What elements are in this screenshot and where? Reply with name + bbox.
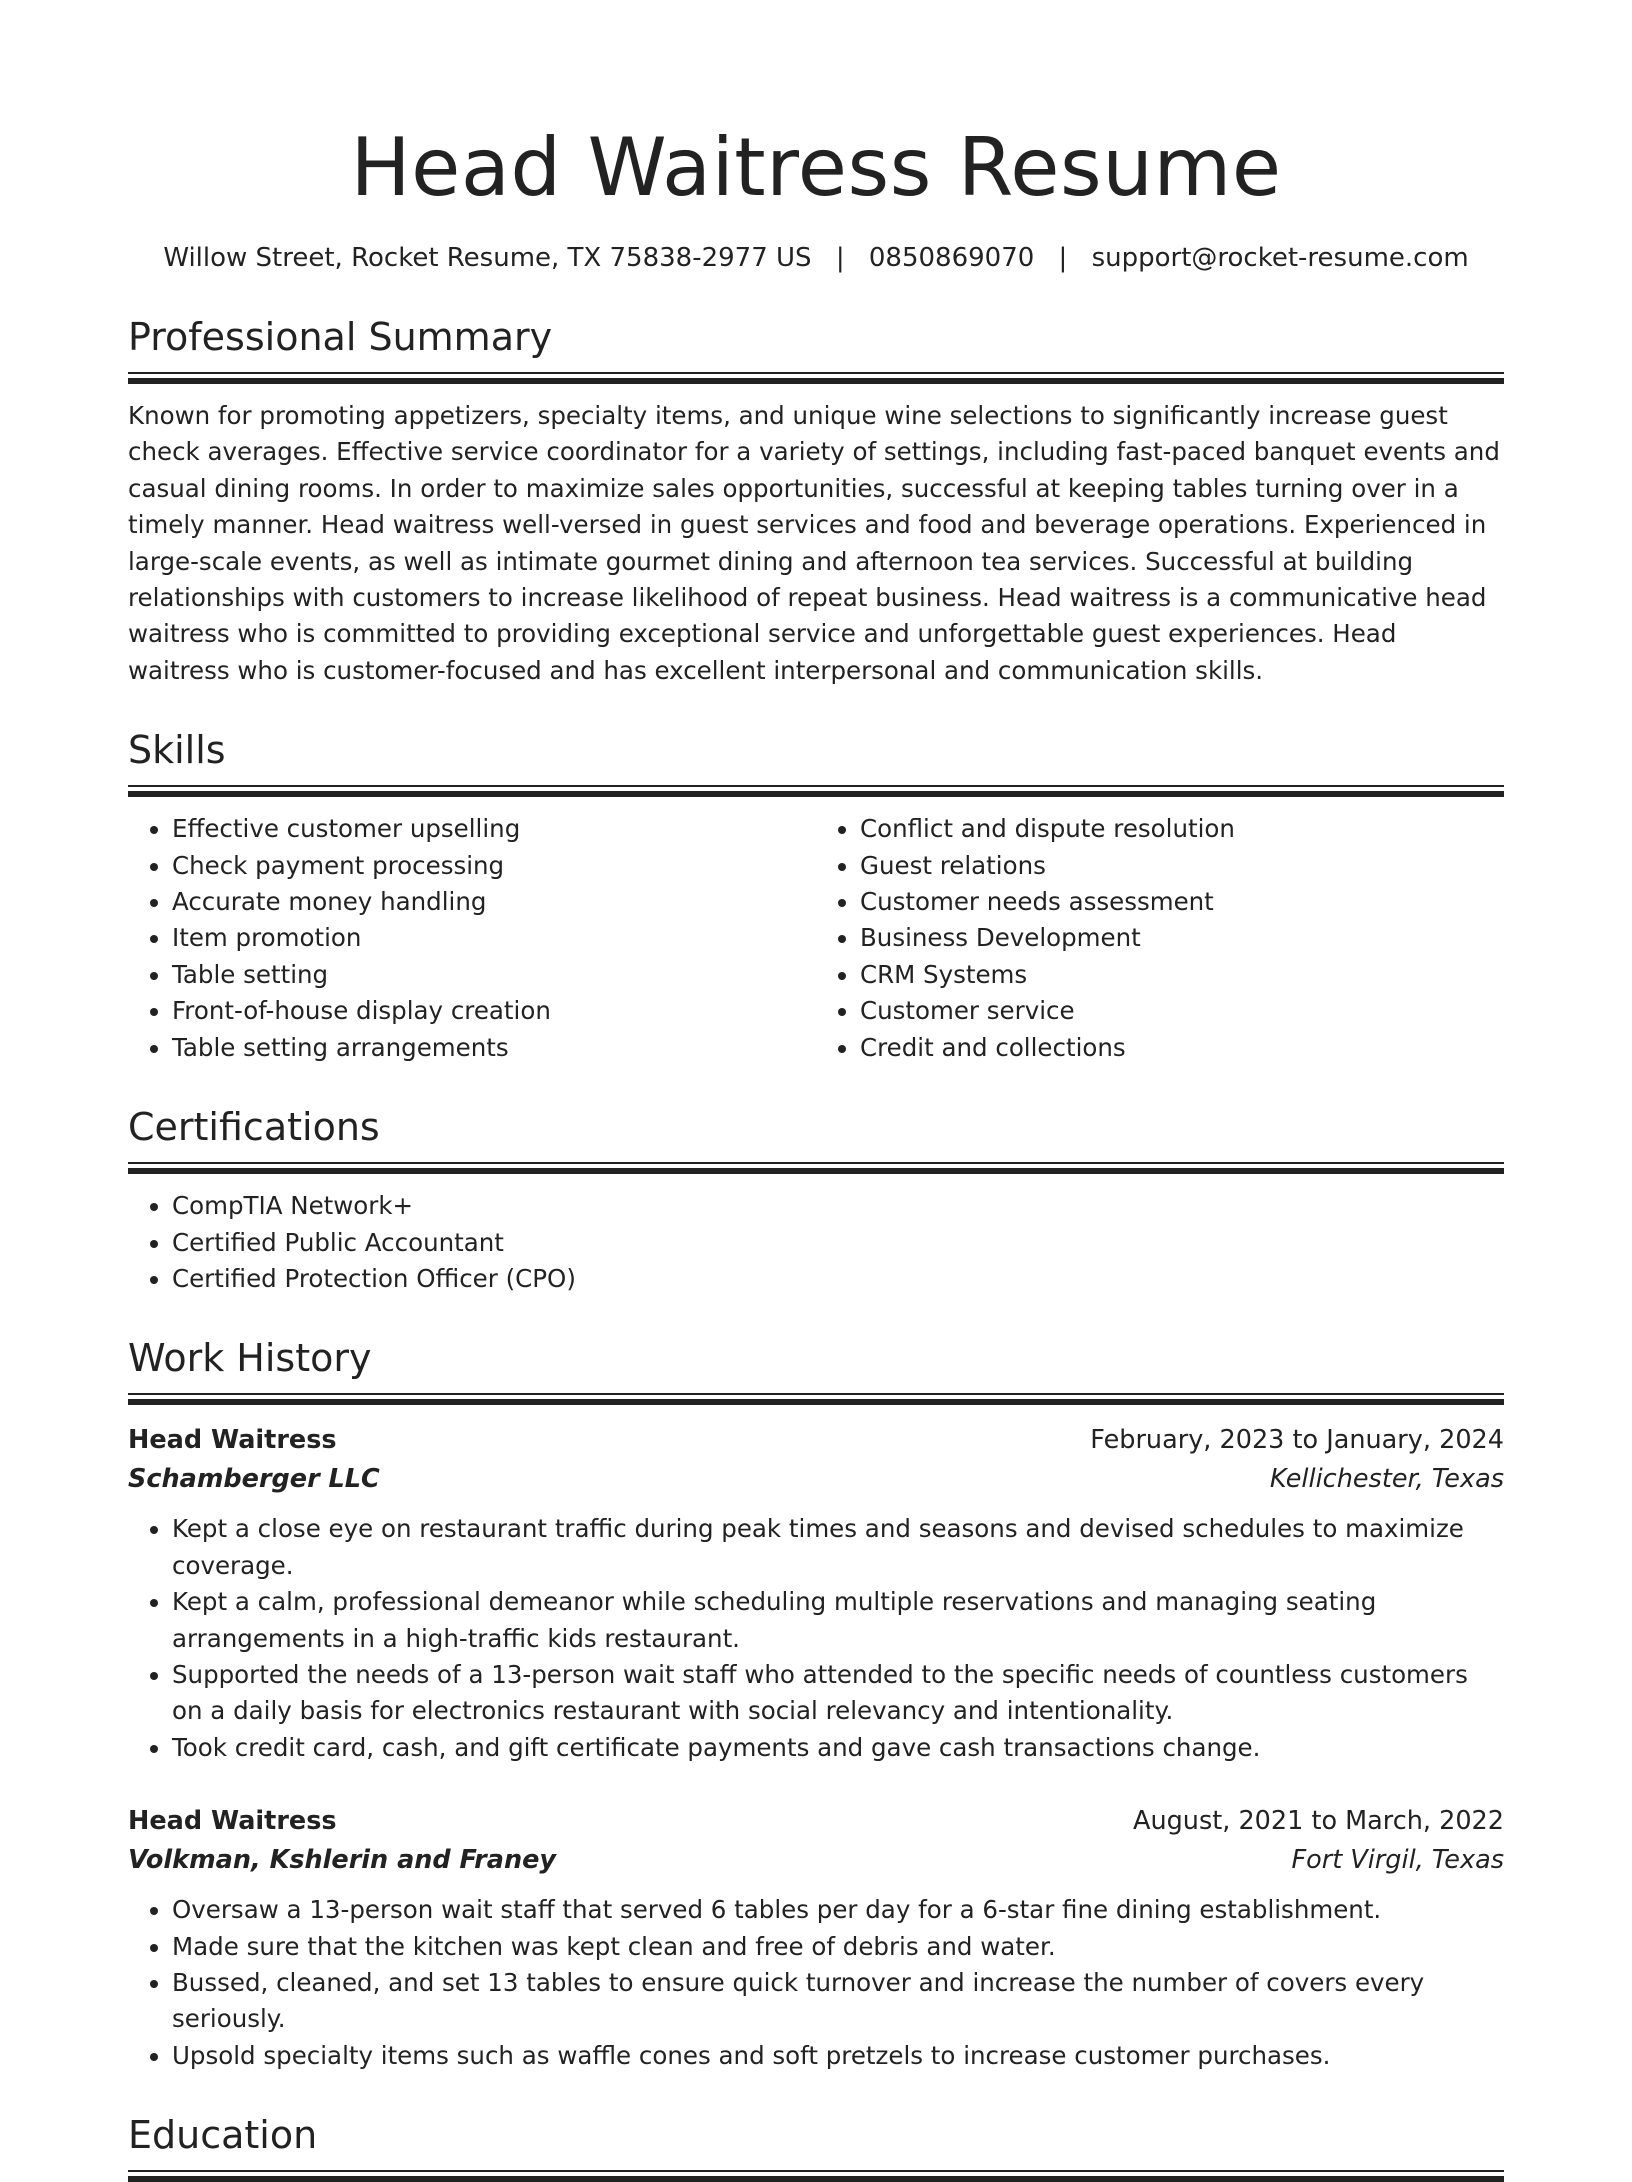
skills-list-left bbox=[128, 811, 816, 1066]
job-entry bbox=[128, 1802, 1504, 2074]
certifications-list bbox=[128, 1188, 1504, 1297]
job-bullet: • Made sure that the kitchen was kept clean and free of debris and water. bbox=[172, 1929, 1504, 1965]
skills-section bbox=[128, 727, 1504, 1066]
education-section bbox=[128, 2112, 1504, 2182]
skill-item: • Accurate money handling bbox=[172, 884, 816, 920]
skill-item: • Conflict and dispute resolution bbox=[860, 811, 1504, 847]
certification-item: • Certified Protection Officer (CPO) bbox=[172, 1261, 1504, 1297]
job-company: Schamberger LLC bbox=[128, 1464, 380, 1495]
skill-item: • Customer service bbox=[860, 993, 1504, 1029]
resume-title: Head Waitress Resume bbox=[350, 121, 1282, 214]
job-location: Kellichester, Texas bbox=[1269, 1464, 1504, 1495]
skills-list-right bbox=[816, 811, 1504, 1066]
skill-item: • Credit and collections bbox=[860, 1030, 1504, 1066]
job-bullets bbox=[128, 1892, 1504, 2074]
skills-columns bbox=[128, 811, 1504, 1066]
summary-text: Known for promoting appetizers, specialty items, and unique wine selections to significantly increase guest check averages. Effective service coordinator for a variety of settings, including fast-paced banquet events and casual dining rooms. In order to maximize sales opportunities, successful at keeping tables turning over in a timely manner. Head waitress well-versed in guest services and food and beverage operations. Experienced in large-scale events, as well as intimate gourmet dining and afternoon tea services. Successful at building relationships with customers to increase likelihood of repeat business. Head waitress is a communicative head waitress who is committed to providing exceptional service and unforgettable guest experiences. Head waitress who is customer-focused and has excellent interpersonal and communication skills. bbox=[128, 401, 1500, 685]
contact-separator: | bbox=[835, 243, 845, 273]
skill-item: • Effective customer upselling bbox=[172, 811, 816, 847]
work-history-heading: Work History bbox=[128, 1336, 372, 1381]
job-subheader bbox=[128, 1841, 1504, 1880]
contact-separator: | bbox=[1058, 243, 1068, 273]
job-company: Volkman, Kshlerin and Franey bbox=[128, 1845, 557, 1876]
skill-item: • Front-of-house display creation bbox=[172, 993, 816, 1029]
contact-address: Willow Street, Rocket Resume, TX 75838-2977 US bbox=[163, 243, 812, 273]
skill-item: • Guest relations bbox=[860, 848, 1504, 884]
job-entry bbox=[128, 1421, 1504, 1766]
skill-item: • Check payment processing bbox=[172, 848, 816, 884]
section-divider bbox=[128, 1162, 1504, 1174]
job-subheader bbox=[128, 1460, 1504, 1499]
job-header bbox=[128, 1421, 1504, 1460]
job-bullet: • Upsold specialty items such as waffle cones and soft pretzels to increase customer purchases. bbox=[172, 2038, 1504, 2074]
skill-item: • Table setting arrangements bbox=[172, 1030, 816, 1066]
job-bullet: • Took credit card, cash, and gift certificate payments and gave cash transactions change. bbox=[172, 1730, 1504, 1766]
section-divider bbox=[128, 2170, 1504, 2182]
section-divider bbox=[128, 1393, 1504, 1405]
job-bullet: • Supported the needs of a 13-person wait staff who attended to the specific needs of countless customers on a daily basis for electronics restaurant with social relevancy and intentionality. bbox=[172, 1657, 1504, 1730]
contact-line bbox=[128, 240, 1504, 276]
job-bullet: • Oversaw a 13-person wait staff that served 6 tables per day for a 6-star fine dining establishment. bbox=[172, 1892, 1504, 1928]
certifications-heading: Certifications bbox=[128, 1105, 380, 1150]
work-history-section bbox=[128, 1335, 1504, 2074]
skill-item: • Business Development bbox=[860, 920, 1504, 956]
section-divider bbox=[128, 785, 1504, 797]
skills-heading: Skills bbox=[128, 728, 226, 773]
certification-item: • CompTIA Network+ bbox=[172, 1188, 1504, 1224]
job-bullet: • Bussed, cleaned, and set 13 tables to ensure quick turnover and increase the number of covers every seriously. bbox=[172, 1965, 1504, 2038]
job-title: Head Waitress bbox=[128, 1806, 337, 1837]
summary-section bbox=[128, 314, 1504, 689]
skill-item: • Item promotion bbox=[172, 920, 816, 956]
job-bullets bbox=[128, 1511, 1504, 1766]
job-bullet: • Kept a calm, professional demeanor while scheduling multiple reservations and managing seating arrangements in a high-traffic kids restaurant. bbox=[172, 1584, 1504, 1657]
contact-phone: 0850869070 bbox=[868, 243, 1035, 273]
education-heading: Education bbox=[128, 2113, 318, 2158]
job-dates: August, 2021 to March, 2022 bbox=[1133, 1806, 1504, 1837]
skill-item: • Customer needs assessment bbox=[860, 884, 1504, 920]
summary-heading: Professional Summary bbox=[128, 315, 553, 359]
section-divider bbox=[128, 372, 1504, 384]
skill-item: • Table setting bbox=[172, 957, 816, 993]
job-location: Fort Virgil, Texas bbox=[1291, 1845, 1504, 1876]
job-bullet: • Kept a close eye on restaurant traffic during peak times and seasons and devised schedules to maximize coverage. bbox=[172, 1511, 1504, 1584]
certification-item: • Certified Public Accountant bbox=[172, 1225, 1504, 1261]
skill-item: • CRM Systems bbox=[860, 957, 1504, 993]
job-dates: February, 2023 to January, 2024 bbox=[1090, 1425, 1504, 1456]
certifications-section bbox=[128, 1104, 1504, 1297]
contact-email: support@rocket-resume.com bbox=[1091, 243, 1469, 273]
job-header bbox=[128, 1802, 1504, 1841]
job-title: Head Waitress bbox=[128, 1425, 337, 1456]
